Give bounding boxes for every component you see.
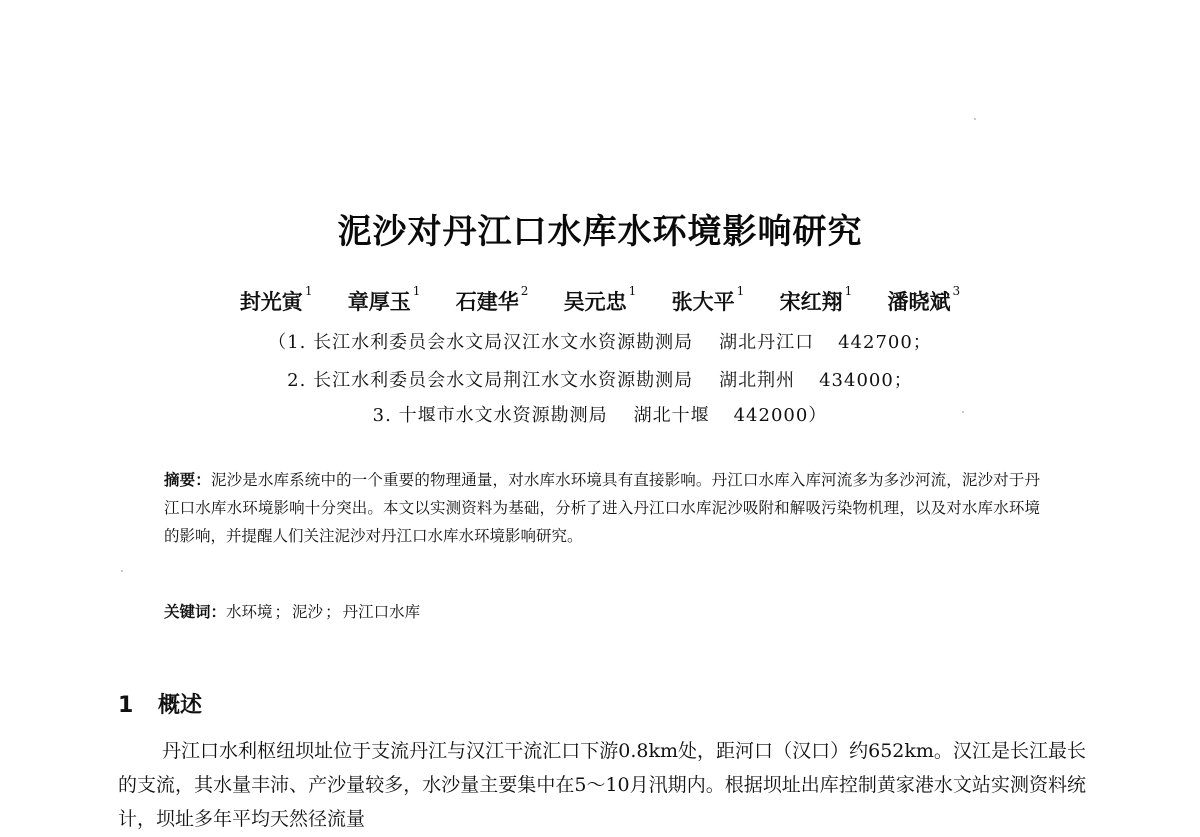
keywords [164, 600, 420, 622]
affiliation-organization: 长江水利委员会水文局荆江水文水资源勘测局 [313, 370, 694, 391]
affiliation-number: （1. [268, 332, 307, 353]
author-name: 章厚玉 [347, 289, 411, 314]
author-name: 吴元忠 [563, 289, 627, 314]
author-affiliation-mark: 1 [628, 284, 637, 298]
author-affiliation-mark: 3 [952, 284, 961, 298]
author [348, 286, 421, 316]
affiliation-place: 湖北丹江口 [719, 332, 815, 353]
author-name: 封光寅 [239, 289, 303, 314]
author-affiliation-mark: 1 [844, 284, 853, 298]
paper-title: 泥沙对丹江口水库水环境影响研究 [337, 212, 863, 252]
abstract [164, 466, 1040, 550]
author-name: 张大平 [671, 289, 735, 314]
scan-speck [974, 118, 976, 120]
affiliation-postcode: 434000； [819, 370, 913, 391]
scan-speck [121, 570, 123, 572]
abstract-text: 泥沙是水库系统中的一个重要的物理通量，对水库水环境具有直接影响。丹江口水库入库河流多为多沙河流，泥沙对于丹江口水库水环境影响十分突出。本文以实测资料为基础，分析了进入丹江口水库泥沙吸附和解吸污染物机理，以及对水库水环境的影响，并提醒人们关注泥沙对丹江口水库水环境影响研究。 [164, 471, 1040, 545]
body-paragraph: 丹江口水利枢纽坝址位于支流丹江与汉江干流汇口下游0.8km处，距河口（汉口）约652km。汉江是长江最长的支流，其水量丰沛、产沙量较多，水沙量主要集中在5～10月汛期内。根据坝址出库控制黄家港水文站实测资料统计，坝址多年平均天然径流量 [118, 740, 1086, 830]
affiliation-organization: 长江水利委员会水文局汉江水文水资源勘测局 [313, 332, 694, 353]
keyword-separator: ； [325, 603, 341, 621]
affiliation-line [0, 328, 1200, 354]
affiliation-postcode: 442000） [733, 405, 828, 426]
author [780, 286, 853, 316]
author [456, 286, 529, 316]
affiliation-place: 湖北荆州 [719, 370, 796, 391]
author [564, 286, 637, 316]
author [672, 286, 745, 316]
affiliation-postcode: 442700； [838, 332, 932, 353]
author-affiliation-mark: 2 [520, 284, 529, 298]
keywords-label: 关键词： [164, 603, 227, 621]
affiliation-line [0, 401, 1200, 427]
author-affiliation-mark: 1 [412, 284, 421, 298]
scan-speck [962, 411, 964, 413]
author [888, 286, 961, 316]
author-name: 石建华 [455, 289, 519, 314]
author-name: 宋红翔 [779, 289, 843, 314]
abstract-label: 摘要： [164, 471, 211, 489]
author-affiliation-mark: 1 [304, 284, 313, 298]
keyword-separator: ； [274, 603, 291, 621]
affiliation-number: 2. [287, 370, 307, 391]
affiliation-number: 3. [372, 405, 392, 426]
affiliation-place: 湖北十堰 [633, 405, 710, 426]
section-number: 1 [118, 693, 134, 718]
author [240, 286, 313, 316]
section-title: 概述 [158, 693, 203, 718]
keyword: 泥沙 [292, 603, 324, 621]
affiliation-organization: 十堰市水文水资源勘测局 [398, 405, 608, 426]
keyword: 水环境 [226, 603, 273, 621]
author-affiliation-mark: 1 [736, 284, 745, 298]
keyword: 丹江口水库 [342, 603, 421, 621]
author-list [0, 286, 1200, 316]
author-name: 潘晓斌 [887, 289, 951, 314]
affiliation-line [0, 366, 1200, 392]
section-heading [118, 688, 202, 719]
